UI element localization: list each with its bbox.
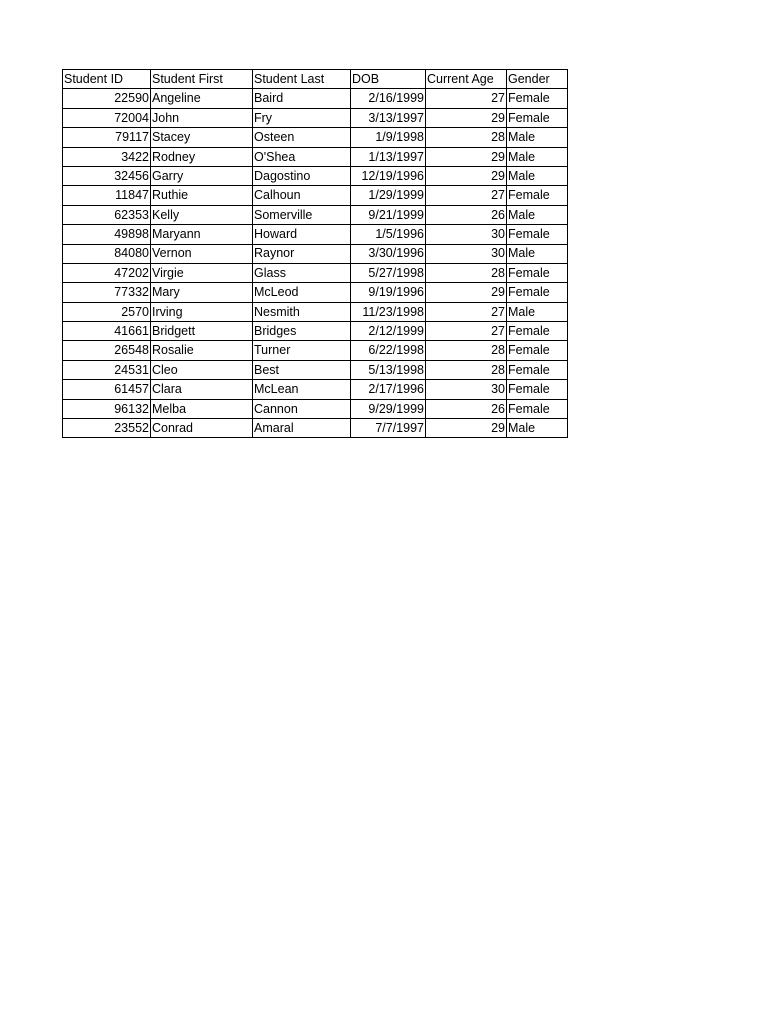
cell-student-last: Turner xyxy=(253,341,351,360)
header-row xyxy=(63,70,568,89)
cell-student-id: 79117 xyxy=(63,128,151,147)
cell-student-id: 49898 xyxy=(63,225,151,244)
cell-student-last: Howard xyxy=(253,225,351,244)
cell-current-age: 30 xyxy=(426,380,507,399)
cell-student-first: Garry xyxy=(151,166,253,185)
cell-student-last: Best xyxy=(253,360,351,379)
cell-student-last: Amaral xyxy=(253,419,351,438)
header-student-last: Student Last xyxy=(253,70,351,89)
cell-current-age: 27 xyxy=(426,186,507,205)
cell-student-first: Melba xyxy=(151,399,253,418)
table-row xyxy=(63,283,568,302)
cell-current-age: 29 xyxy=(426,419,507,438)
cell-student-id: 61457 xyxy=(63,380,151,399)
header-gender: Gender xyxy=(507,70,568,89)
cell-dob: 1/5/1996 xyxy=(351,225,426,244)
cell-gender: Male xyxy=(507,147,568,166)
table-row xyxy=(63,166,568,185)
cell-dob: 1/29/1999 xyxy=(351,186,426,205)
cell-student-first: Conrad xyxy=(151,419,253,438)
table-row xyxy=(63,399,568,418)
table-row xyxy=(63,108,568,127)
cell-student-last: Nesmith xyxy=(253,302,351,321)
cell-student-first: Cleo xyxy=(151,360,253,379)
cell-current-age: 27 xyxy=(426,302,507,321)
cell-student-id: 3422 xyxy=(63,147,151,166)
cell-dob: 9/29/1999 xyxy=(351,399,426,418)
cell-student-id: 2570 xyxy=(63,302,151,321)
cell-current-age: 30 xyxy=(426,225,507,244)
cell-dob: 3/30/1996 xyxy=(351,244,426,263)
cell-dob: 2/17/1996 xyxy=(351,380,426,399)
cell-gender: Female xyxy=(507,108,568,127)
cell-dob: 7/7/1997 xyxy=(351,419,426,438)
cell-gender: Female xyxy=(507,341,568,360)
cell-student-id: 62353 xyxy=(63,205,151,224)
cell-dob: 2/12/1999 xyxy=(351,322,426,341)
cell-gender: Male xyxy=(507,205,568,224)
cell-current-age: 29 xyxy=(426,108,507,127)
cell-student-last: Calhoun xyxy=(253,186,351,205)
cell-student-last: Dagostino xyxy=(253,166,351,185)
cell-dob: 1/9/1998 xyxy=(351,128,426,147)
header-dob: DOB xyxy=(351,70,426,89)
cell-current-age: 30 xyxy=(426,244,507,263)
cell-student-id: 24531 xyxy=(63,360,151,379)
cell-student-last: Cannon xyxy=(253,399,351,418)
table-row xyxy=(63,225,568,244)
cell-current-age: 26 xyxy=(426,205,507,224)
cell-student-id: 22590 xyxy=(63,89,151,108)
cell-student-first: Angeline xyxy=(151,89,253,108)
cell-student-last: Somerville xyxy=(253,205,351,224)
cell-gender: Female xyxy=(507,186,568,205)
cell-gender: Male xyxy=(507,166,568,185)
cell-dob: 6/22/1998 xyxy=(351,341,426,360)
table-row xyxy=(63,244,568,263)
cell-student-first: Rosalie xyxy=(151,341,253,360)
table-row xyxy=(63,128,568,147)
cell-student-first: Clara xyxy=(151,380,253,399)
cell-student-first: Stacey xyxy=(151,128,253,147)
cell-gender: Male xyxy=(507,128,568,147)
cell-dob: 5/13/1998 xyxy=(351,360,426,379)
cell-current-age: 29 xyxy=(426,283,507,302)
cell-student-last: Raynor xyxy=(253,244,351,263)
cell-student-id: 77332 xyxy=(63,283,151,302)
cell-dob: 9/21/1999 xyxy=(351,205,426,224)
cell-student-id: 32456 xyxy=(63,166,151,185)
cell-gender: Male xyxy=(507,302,568,321)
table-row xyxy=(63,186,568,205)
cell-dob: 12/19/1996 xyxy=(351,166,426,185)
cell-gender: Male xyxy=(507,419,568,438)
table-row xyxy=(63,322,568,341)
table-row xyxy=(63,147,568,166)
cell-student-id: 96132 xyxy=(63,399,151,418)
table-row xyxy=(63,360,568,379)
cell-dob: 11/23/1998 xyxy=(351,302,426,321)
cell-gender: Female xyxy=(507,283,568,302)
cell-current-age: 28 xyxy=(426,341,507,360)
cell-student-last: Fry xyxy=(253,108,351,127)
cell-dob: 5/27/1998 xyxy=(351,263,426,282)
cell-gender: Female xyxy=(507,89,568,108)
header-student-id: Student ID xyxy=(63,70,151,89)
cell-gender: Female xyxy=(507,263,568,282)
cell-student-id: 72004 xyxy=(63,108,151,127)
cell-current-age: 28 xyxy=(426,263,507,282)
cell-student-first: Rodney xyxy=(151,147,253,166)
table-row xyxy=(63,263,568,282)
cell-gender: Male xyxy=(507,244,568,263)
table-row xyxy=(63,205,568,224)
cell-student-last: Bridges xyxy=(253,322,351,341)
cell-gender: Female xyxy=(507,360,568,379)
cell-student-first: Kelly xyxy=(151,205,253,224)
cell-current-age: 29 xyxy=(426,147,507,166)
cell-student-id: 26548 xyxy=(63,341,151,360)
cell-current-age: 28 xyxy=(426,128,507,147)
cell-student-id: 84080 xyxy=(63,244,151,263)
header-student-first: Student First xyxy=(151,70,253,89)
cell-student-first: Vernon xyxy=(151,244,253,263)
cell-gender: Female xyxy=(507,225,568,244)
cell-current-age: 27 xyxy=(426,89,507,108)
table-row xyxy=(63,419,568,438)
cell-student-first: Irving xyxy=(151,302,253,321)
cell-student-first: Ruthie xyxy=(151,186,253,205)
table-row xyxy=(63,302,568,321)
cell-current-age: 29 xyxy=(426,166,507,185)
cell-student-last: Glass xyxy=(253,263,351,282)
cell-student-last: McLeod xyxy=(253,283,351,302)
cell-student-first: Virgie xyxy=(151,263,253,282)
table-row xyxy=(63,89,568,108)
cell-gender: Female xyxy=(507,322,568,341)
header-current-age: Current Age xyxy=(426,70,507,89)
table-row xyxy=(63,380,568,399)
cell-student-last: O'Shea xyxy=(253,147,351,166)
cell-student-id: 11847 xyxy=(63,186,151,205)
cell-student-id: 41661 xyxy=(63,322,151,341)
cell-student-id: 47202 xyxy=(63,263,151,282)
cell-dob: 3/13/1997 xyxy=(351,108,426,127)
cell-student-last: Osteen xyxy=(253,128,351,147)
cell-student-first: Maryann xyxy=(151,225,253,244)
cell-current-age: 27 xyxy=(426,322,507,341)
cell-student-last: McLean xyxy=(253,380,351,399)
cell-gender: Female xyxy=(507,399,568,418)
cell-current-age: 28 xyxy=(426,360,507,379)
cell-student-first: John xyxy=(151,108,253,127)
cell-student-id: 23552 xyxy=(63,419,151,438)
student-table-body xyxy=(63,70,568,438)
student-table xyxy=(62,69,568,438)
table-row xyxy=(63,341,568,360)
cell-current-age: 26 xyxy=(426,399,507,418)
cell-student-first: Bridgett xyxy=(151,322,253,341)
cell-dob: 1/13/1997 xyxy=(351,147,426,166)
cell-student-last: Baird xyxy=(253,89,351,108)
cell-dob: 9/19/1996 xyxy=(351,283,426,302)
cell-gender: Female xyxy=(507,380,568,399)
cell-student-first: Mary xyxy=(151,283,253,302)
cell-dob: 2/16/1999 xyxy=(351,89,426,108)
